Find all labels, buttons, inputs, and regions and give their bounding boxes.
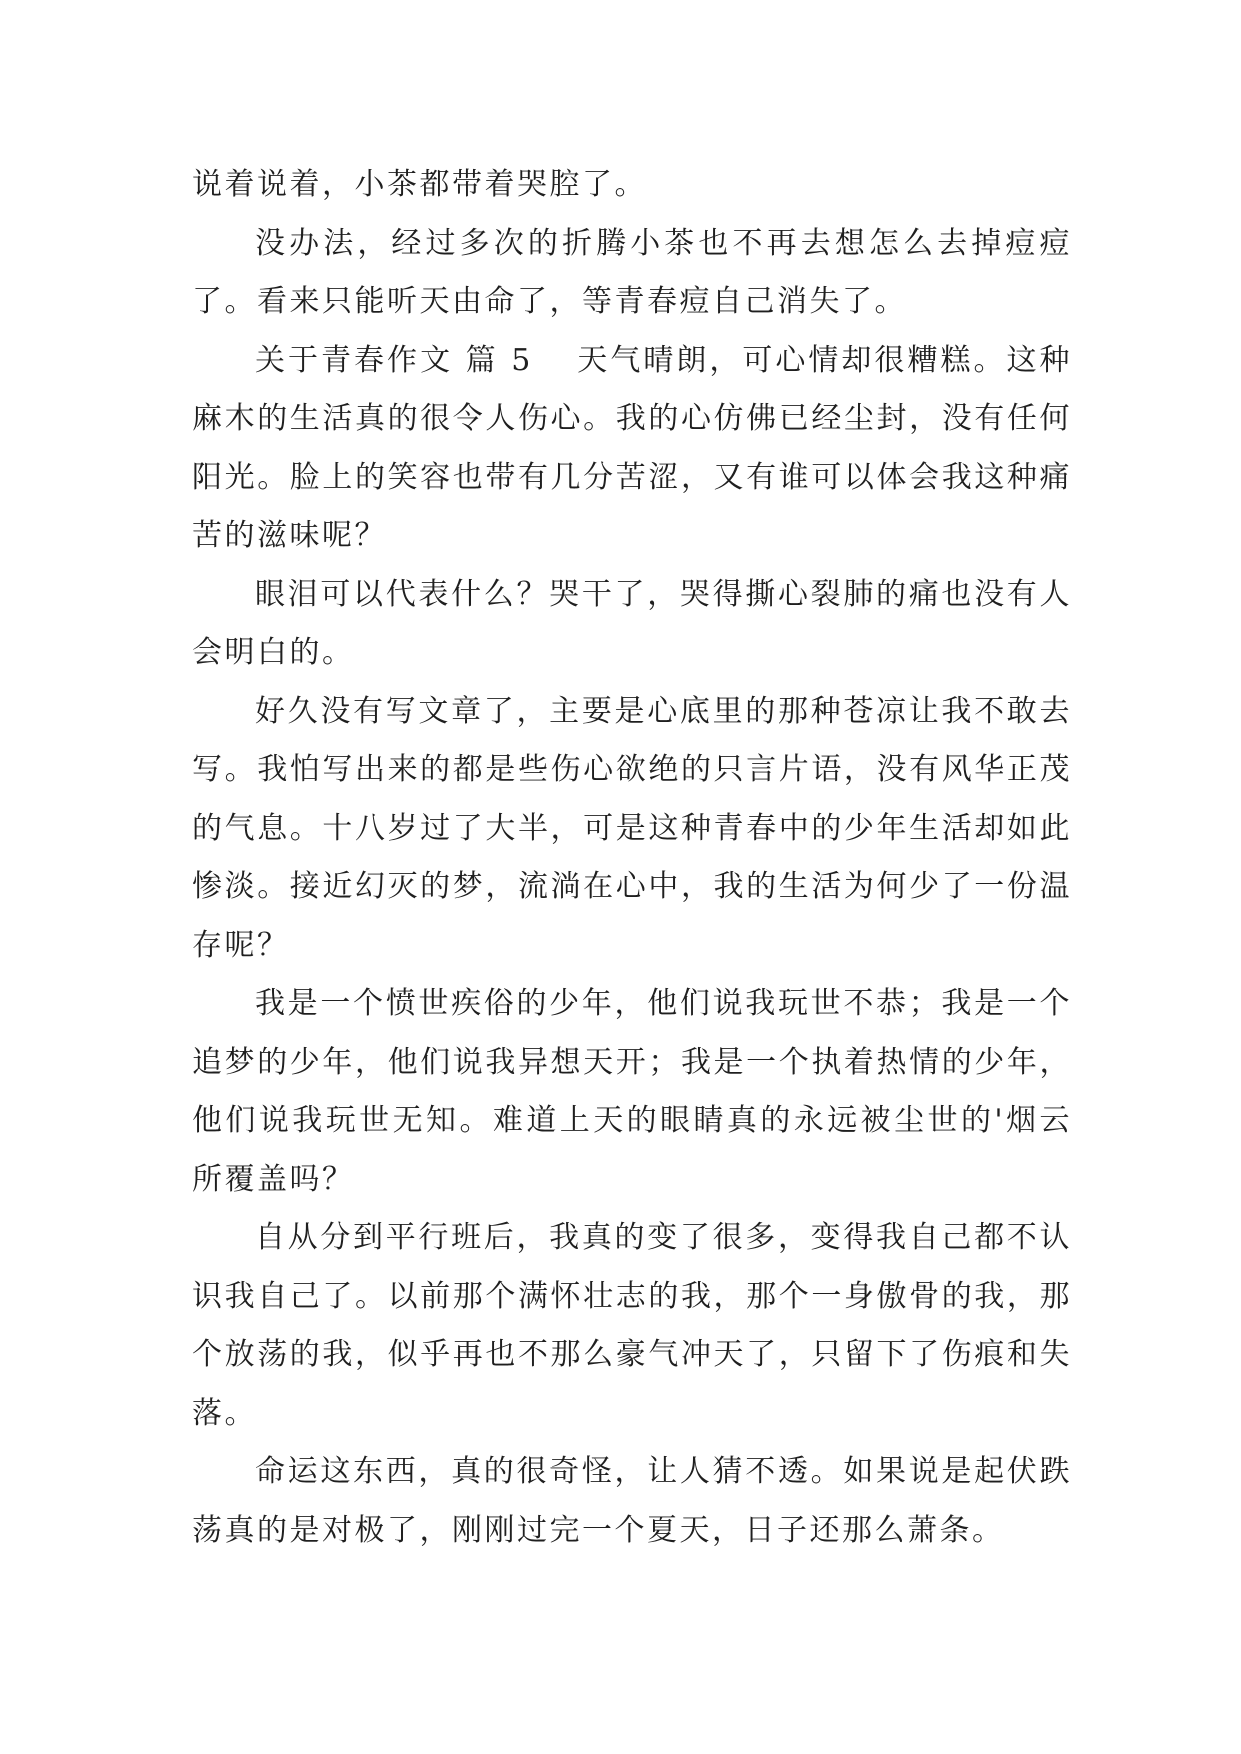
paragraph-3 xyxy=(192,332,1072,566)
paragraph-text: 没办法，经过多次的折腾小茶也不再去想怎么去掉痘痘了。看来只能听天由命了，等青春痘自己消失了。 xyxy=(192,225,1072,319)
paragraph-text: 眼泪可以代表什么？哭干了，哭得撕心裂肺的痛也没有人会明白的。 xyxy=(192,576,1072,670)
paragraph-4 xyxy=(192,566,1072,683)
paragraph-8 xyxy=(192,1443,1072,1560)
paragraph-5 xyxy=(192,683,1072,976)
article-body xyxy=(192,156,1072,1560)
paragraph-2 xyxy=(192,215,1072,332)
paragraph-6 xyxy=(192,975,1072,1209)
paragraph-text: 命运这东西，真的很奇怪，让人猜不透。如果说是起伏跌荡真的是对极了，刚刚过完一个夏天，日子还那么萧条。 xyxy=(192,1454,1072,1548)
paragraph-text: 自从分到平行班后，我真的变了很多，变得我自己都不认识我自己了。以前那个满怀壮志的我，那个一身傲骨的我，那个放荡的我，似乎再也不那么豪气冲天了，只留下了伤痕和失落。 xyxy=(192,1220,1072,1431)
paragraph-text: 说着说着，小茶都带着哭腔了。 xyxy=(192,167,647,202)
paragraph-7 xyxy=(192,1209,1072,1443)
paragraph-text: 好久没有写文章了，主要是心底里的那种苍凉让我不敢去写。我怕写出来的都是些伤心欲绝的只言片语，没有风华正茂的气息。十八岁过了大半，可是这种青春中的少年生活却如此惨淡。接近幻灭的梦，流淌在心中，我的生活为何少了一份温存呢？ xyxy=(192,693,1072,963)
paragraph-text: 我是一个愤世疾俗的少年，他们说我玩世不恭；我是一个追梦的少年，他们说我异想天开；我是一个执着热情的少年，他们说我玩世无知。难道上天的眼睛真的永远被尘世的'烟云所覆盖吗？ xyxy=(192,986,1072,1197)
section-heading: 关于青春作文 篇 5 xyxy=(255,342,533,378)
paragraph-text: 天气晴朗，可心情却很糟糕。这种麻木的生活真的很令人伤心。我的心仿佛已经尘封，没有任何阳光。脸上的笑容也带有几分苦涩，又有谁可以体会我这种痛苦的滋味呢？ xyxy=(192,342,1073,553)
paragraph-1 xyxy=(192,156,1072,215)
